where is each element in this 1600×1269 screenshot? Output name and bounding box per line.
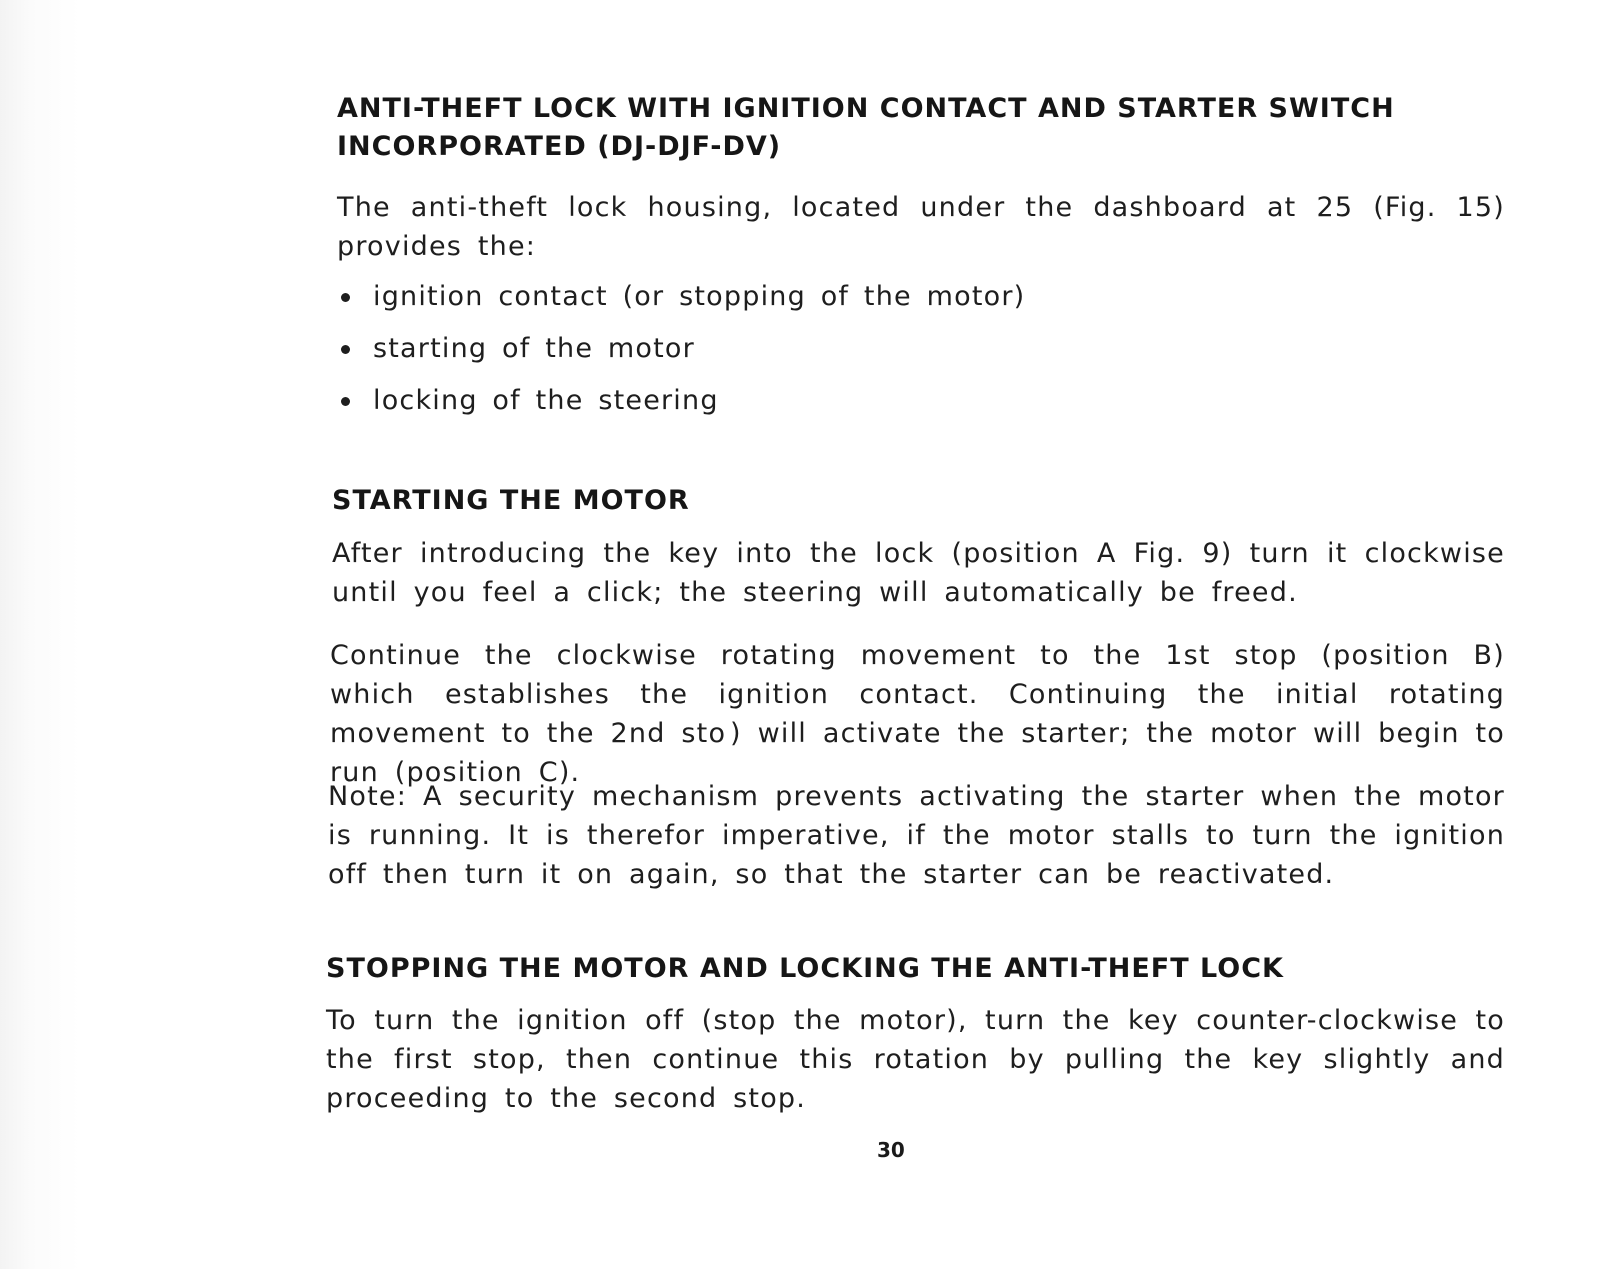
- page-number: 30: [877, 1138, 905, 1162]
- starting-paragraph-1: After introducing the key into the lock (position A Fig. 9) turn it clockwise until you feel a click; the steering will automatically be freed.: [332, 538, 1505, 608]
- starting-note-paragraph: Note: A security mechanism prevents activating the starter when the motor is running. It is therefor imperative, if the motor stalls to turn the ignition off then turn it on again, so that the starter can be reactivated.: [328, 781, 1505, 890]
- section-heading-starting-the-motor: STARTING THE MOTOR: [332, 485, 690, 516]
- list-item-text: locking of the steering: [373, 385, 719, 416]
- list-item: [337, 329, 1025, 381]
- anti-theft-functions-list: [337, 277, 1025, 433]
- stopping-paragraph: To turn the ignition off (stop the motor), turn the key counter-clockwise to the first stop, then continue this rotation by pulling the key slightly and proceeding to the second stop.: [326, 1005, 1505, 1114]
- starting-paragraph-2: Continue the clockwise rotating movement to the 1st stop (position B) which establishes the ignition contact. Continuing the initial rotating movement to the 2nd sto ) will activate the starter; the motor will begin to run (position C).: [330, 640, 1505, 788]
- list-item-text: starting of the motor: [373, 333, 695, 364]
- heading-line-1: ANTI-THEFT LOCK WITH IGNITION CONTACT AND STARTER SWITCH: [337, 93, 1395, 124]
- anti-theft-intro-paragraph: The anti-theft lock housing, located under the dashboard at 25 (Fig. 15) provides the:: [337, 192, 1505, 262]
- bullet-icon: [341, 345, 350, 354]
- bullet-icon: [341, 293, 350, 302]
- bullet-icon: [341, 397, 350, 406]
- list-item: [337, 381, 1025, 433]
- list-item-text: ignition contact (or stopping of the motor): [373, 281, 1026, 312]
- section-heading-anti-theft-lock: [337, 90, 1395, 166]
- heading-line-2: INCORPORATED (DJ-DJF-DV): [337, 131, 782, 162]
- section-heading-stopping-the-motor: STOPPING THE MOTOR AND LOCKING THE ANTI-THEFT LOCK: [326, 953, 1284, 984]
- list-item: [337, 277, 1025, 329]
